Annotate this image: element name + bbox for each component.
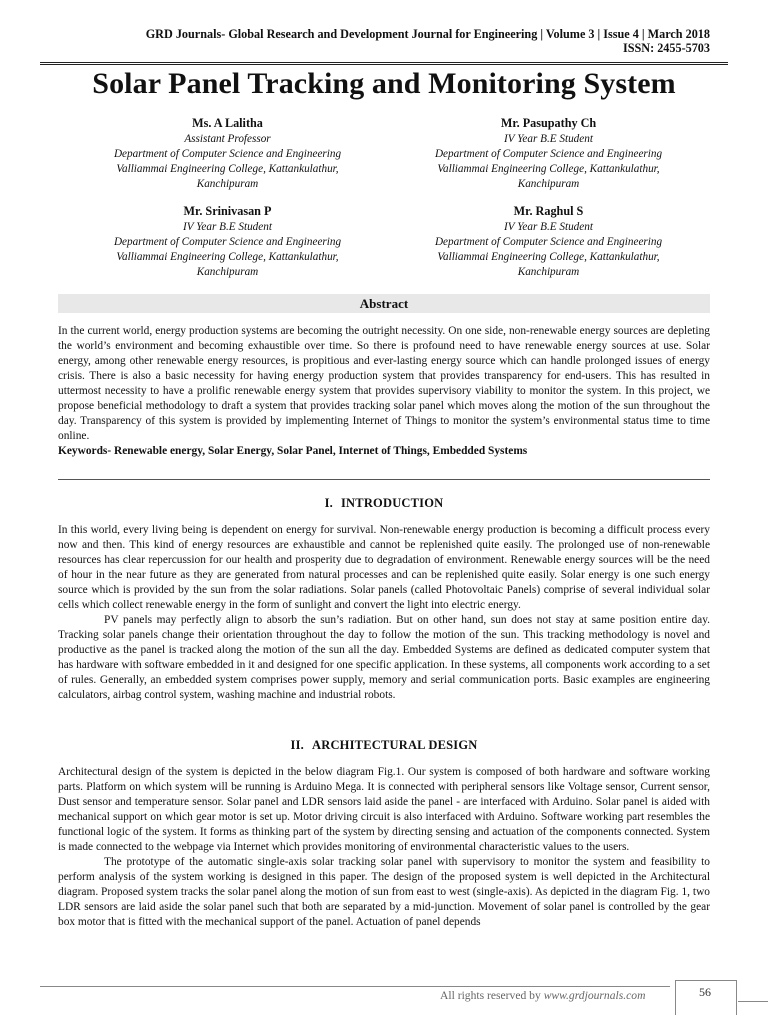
author-college: Valliammai Engineering College, Kattankulathur,: [437, 163, 660, 175]
author-role: IV Year B.E Student: [183, 221, 272, 233]
author-city: Kanchipuram: [517, 178, 580, 190]
footer-divider-right: [738, 1001, 768, 1002]
section-title: INTRODUCTION: [340, 496, 444, 510]
section-number: I.: [324, 496, 333, 510]
paragraph: The prototype of the automatic single-axis solar tracking solar panel with supervisory to monitor the system and feasibility to perform analysis of the system working is designed in this paper. The design of the proposed system is well depicted in the Architectural diagram. Proposed system tracks the solar panel along the motion of sun from east to west (single-axis). As depicted in the diagram Fig. 1, two LDR sensors are laid aside the solar panel such that both are separated by a mid-junction. Movement of solar panel is controlled by the gear box motor that is fitted with the mechanical support of the panel. Actuation of panel depends: [58, 856, 710, 928]
author-department: Department of Computer Science and Engineering: [113, 236, 342, 248]
author-list: [82, 116, 694, 280]
author-block: [403, 204, 694, 280]
page-number: 56: [699, 985, 711, 999]
author-college: Valliammai Engineering College, Kattankulathur,: [116, 251, 339, 263]
author-college: Valliammai Engineering College, Kattankulathur,: [116, 163, 339, 175]
paragraph: In this world, every living being is dependent on energy for survival. Non-renewable energy production is becoming a difficult process every now and then. This kind of energy resources are exhaustible and cannot be replenished quite easily. The prolonged use of non-renewable resources has clear repercussion for our health and prosperity due to degradation of environment. Renewable energy sources will be the need of hour in the near future as they are generated from natural processes and can be replenished quite easily. Solar energy is one such energy source which is provided by the sun from the solar radiations. Solar panels (called Photovoltaic Panels) comprise of several individual solar cells which collect renewable energy in the form of sunlight and convert the light into electric energy.: [58, 524, 710, 611]
copyright-footer: [440, 989, 645, 1002]
section-title: ARCHITECTURAL DESIGN: [311, 738, 478, 752]
abstract-heading: Abstract: [58, 294, 710, 313]
architectural-design-body: [58, 765, 710, 930]
journal-name: GRD Journals- Global Research and Development Journal for Engineering | Volume 3 | Issue 4 | March 2018: [145, 27, 710, 41]
author-department: Department of Computer Science and Engineering: [434, 236, 663, 248]
section-heading-architectural-design: [0, 738, 768, 753]
paragraph: Architectural design of the system is depicted in the below diagram Fig.1. Our system is composed of both hardware and software working parts. Platform on which system will be running is Arduino Mega. It is connected with peripheral sensors like Voltage sensor, Current sensor, Dust sensor and temperature sensor. Solar panel and LDR sensors laid aside the panel - are interfaced with Arduino. Solar panel is aided with mechanical support on which gear motor is set up. Motor driving circuit is also interfaced with Arduino. Software working part resembles the functional logic of the system. It forms as thinking part of the system by directing sensing and actuation of the components connected. System is made connected to the webpage via Internet which provides monitoring of environmental characteristic values to the users.: [58, 766, 710, 853]
author-department: Department of Computer Science and Engineering: [434, 148, 663, 160]
rights-text: All rights reserved by: [440, 989, 541, 1002]
abstract-body: [58, 324, 710, 459]
keywords: Keywords- Renewable energy, Solar Energy, Solar Panel, Internet of Things, Embedded Systems: [58, 445, 528, 457]
author-city: Kanchipuram: [196, 266, 259, 278]
author-block: [82, 204, 373, 280]
author-name: Ms. A Lalitha: [192, 116, 263, 130]
author-name: Mr. Raghul S: [513, 204, 584, 218]
author-department: Department of Computer Science and Engineering: [113, 148, 342, 160]
author-college: Valliammai Engineering College, Kattankulathur,: [437, 251, 660, 263]
author-name: Mr. Pasupathy Ch: [500, 116, 597, 130]
paper-title: Solar Panel Tracking and Monitoring System: [92, 67, 676, 100]
author-block: [403, 116, 694, 192]
journal-header: [146, 27, 710, 55]
author-name: Mr. Srinivasan P: [183, 204, 272, 218]
section-divider: [58, 479, 710, 480]
section-heading-introduction: [0, 496, 768, 511]
author-block: [82, 116, 373, 192]
footer-divider: [40, 986, 670, 987]
abstract-paragraph: In the current world, energy production systems are becoming the outright necessity. On one side, non-renewable energy sources are depleting the world’s environment and becoming exhaustible over time. So there is profound need to have renewable energy sources at use. Solar energy, among other renewable energy resources, is propitious and ever-lasting energy source which can handle prolonged issues of energy crisis. There is also a basic necessity for having energy production system that provides transparency for end-users. This has resulted in uttermost necessity to have a prolific renewable energy system that provides supervisory viability to monitor the system. In this project, we propose beneficial methodology to draft a system that provides tracking solar panel which moves along the motion of the sun throughout the day. Transparency of this system is provided by implementing Internet of Things to monitor the system’s environmental status time to time online.: [58, 325, 710, 442]
journal-website-link[interactable]: www.grdjournals.com: [543, 989, 646, 1002]
section-number: II.: [290, 738, 304, 752]
author-role: Assistant Professor: [184, 133, 271, 145]
journal-issn: ISSN: 2455-5703: [622, 41, 710, 55]
author-city: Kanchipuram: [196, 178, 259, 190]
author-role: IV Year B.E Student: [504, 133, 593, 145]
introduction-body: [58, 523, 710, 703]
paragraph: PV panels may perfectly align to absorb the sun’s radiation. But on other hand, sun does not stay at same position entire day. Tracking solar panels change their orientation throughout the day to follow the motion of the sun. This tracking methodology is novel and productive as the panel is tracked along the motion of the sun all the day. Embedded Systems are defined as dedicated computer system that has hardware with software embedded in it and designed for one specific application. In these systems, all components work according to a set of rules. Generally, an embedded system comprises power supply, memory and serial communication ports. Basic examples are engineering calculators, airbag control system, washing machine and industrial robots.: [58, 614, 710, 701]
author-role: IV Year B.E Student: [504, 221, 593, 233]
author-city: Kanchipuram: [517, 266, 580, 278]
header-divider: [40, 62, 728, 65]
